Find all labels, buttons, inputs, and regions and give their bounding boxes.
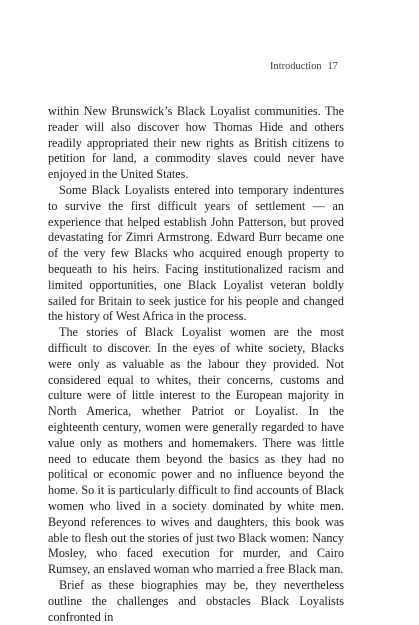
chapter-title: Introduction (270, 61, 322, 72)
body-text (48, 104, 344, 625)
page-number: 17 (327, 61, 338, 72)
paragraph: Some Black Loyalists entered into temporary indentures to survive the first difficult years of settlement — an experience that helped establish John Patterson, but proved devastating for Zimri Armstrong. Edward Burr became one of the very few Blacks who acquired enough property to bequeath to his heirs. Facing institutionalized racism and limited opportunities, one Black Loyalist veteran boldly sailed for Britain to seek justice for his people and changed the history of West Africa in the process. (48, 182, 344, 324)
paragraph: The stories of Black Loyalist women are the most difficult to discover. In the eyes of white society, Blacks were only as valuable as the labour they provided. Not considered equal to whites, their concerns, customs and culture were of little interest to the European majority in North America, whether Patriot or Loyalist. In the eighteenth century, women were generally regarded to have value only as mothers and homemakers. There was little need to educate them beyond the basics as they had no political or economic power and no influence beyond the home. So it is particularly difficult to find accounts of Black women who lived in a society dominated by white men. Beyond references to wives and daughters, this book was able to flesh out the stories of just two Black women: Nancy Mosley, who faced execution for murder, and Cairo Rumsey, an enslaved woman who married a free Black man. (48, 325, 344, 577)
running-head (270, 61, 338, 72)
paragraph: within New Brunswick’s Black Loyalist communities. The reader will also discover how Thomas Hide and others readily appropriated their new rights as British citizens to petition for land, a commodity slaves could never have enjoyed in the United States. (48, 104, 344, 182)
paragraph: Brief as these biographies may be, they nevertheless outline the challenges and obstacles Black Loyalists confronted in (48, 577, 344, 624)
